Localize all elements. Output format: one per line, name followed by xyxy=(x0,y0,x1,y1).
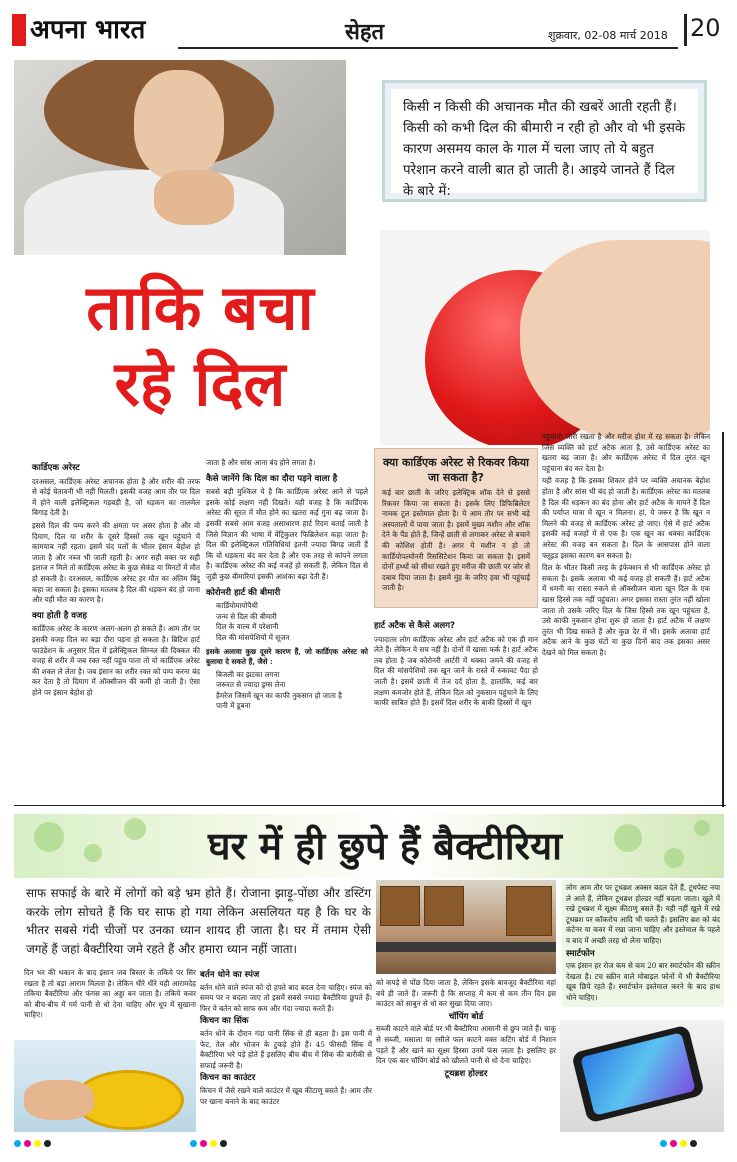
color-dot xyxy=(34,1140,41,1147)
list-item: दिल के वाल्व में परेशानी xyxy=(216,622,279,632)
paragraph: सबसे बड़ी मुश्किल ये है कि कार्डिएक अरेस्ट आने से पहले इसके कोई लक्षण नहीं दिखते। यही वजह है कि कार्डिएक अरेस्ट की सूरत में मौत होने का खतरा कई गुना बढ़ जाता है। इसकी सबसे आम वजह असाधारण हार्ट रिदम बताई जाती है जिसे विज्ञान की भाषा में वेंट्रिकुलर फिब्रिलेशन कहा जाता है। दिल की इलेक्ट्रिकल गतिविधियां इतनी ज्यादा बिगड़ जाती हैं कि वो धड़कना बंद कर देता है और एक तरह से कांपने लगता है। कार्डिएक अरेस्ट की कई वजहें हो सकती हैं, लेकिन दिल से जुड़ी कुछ बीमारियां इसकी आशंका बढ़ा देती हैं। xyxy=(206,487,368,581)
header-divider xyxy=(178,47,678,49)
paragraph: को कपड़े से पोंछ दिया जाता है, लेकिन इसके बावजूद बैक्टीरिया वहां बचे ही जाते हैं। जरूरी है कि सप्ताह में कम से कम तीन दिन इस काउंटर को साबुन से धो कर सुखा दिया जाए। xyxy=(376,978,556,1009)
article-column-1 xyxy=(32,458,200,700)
brand-logo: अपना भारत xyxy=(30,15,146,45)
subheading: बर्तन धोने का स्पंज xyxy=(200,970,260,980)
sidebar-text: कई बार छाती के जरिए इलेक्ट्रिक शॉक देने से इससे रिकवर किया जा सकता है। इसके लिए डिफिब्रिलेटर नामक टूल इस्तेमाल होता है। ये आम तौर पर सभी बड़े अस्पतालों में पाया जाता है। इसमें मुख्य मशीन और शॉक देने के पैंड होते हैं, जिन्हें छाती से लगाकर अरेस्ट से बचाने की कोशिश होती है। अगर ये मशीन न हो तो कार्डियोपल्मोनरी रिससिटेशन किया जा सकता है। इसमें दोनों हथ्थों को सीधा रखते हुए मरीज की छाती पर जोर से दबाव दिया जाता है। इसमें मुंह के जरिए हवा भी पहुंचाई जाती है। xyxy=(382,488,530,593)
bacteria-column-1 xyxy=(24,968,196,1021)
color-dot xyxy=(690,1140,697,1147)
list-item: जरूरत से ज्यादा ड्रग्स लेना xyxy=(216,680,286,690)
intro-text: किसी न किसी की अचानक मौत की खबरें आती रहती हैं। किसी को कभी दिल की बीमारी न रही हो और वो भी इसके कारण असमय काल के गाल में चला जाए तो ये बहुत परेशान करने वाली बात हो जाती है। आइये जानते हैं दिल के बारे में: xyxy=(391,89,698,193)
bacteria-headline: घर में ही छुपे हैं बैक्टीरिया xyxy=(208,824,562,868)
color-dot xyxy=(190,1140,197,1147)
hand-squeezing-heart-photo xyxy=(380,230,710,445)
article-column-2 xyxy=(206,458,368,712)
subheading: टूथब्रश होल्डर xyxy=(444,1068,488,1079)
color-dot xyxy=(210,1140,217,1147)
section-title: सेहत xyxy=(345,20,385,45)
color-dot xyxy=(200,1140,207,1147)
paragraph: किचन में जैसे रखने वाले काउंटर में खूब कीटाणु बसते हैं। आम तौर पर खाना बनाने के बाद काउंटर xyxy=(200,1085,372,1106)
color-dot xyxy=(14,1140,21,1147)
kitchen-photo xyxy=(376,880,556,974)
subheading: किचन का सिंक xyxy=(200,1016,249,1027)
paragraph: दिल के भीतर किसी तरह के इंफेक्शन से भी कार्डिएक अरेस्ट हो सकता है। इसके अलावा भी कई वजह हो सकती हैं। हार्ट अटैक में धमनी का रास्ता रुकने से ऑक्सीजन वाला खून दिल के एक खास हिस्से तक नहीं पहुंचता। अगर इसका रास्ता तुरंत नहीं खोला जाता तो उसके जरिए दिल के जिस हिस्से तक खून पहुंचता है, उसे काफी नुकसान होना शुरू हो जाता है। हार्ट अटैक में लक्षण तुरंत भी दिख सकते हैं और कुछ देर में भी। इसके अलावा हार्ट अटैक आने के कुछ घंटों या कुछ दिनों बाद तक इसका असर देखने को मिल सकता है। xyxy=(542,563,710,657)
list-item: बिजली का झटका लगना xyxy=(216,669,280,679)
color-dot xyxy=(680,1140,687,1147)
list-item: जन्म से दिल की बीमारी xyxy=(216,611,277,621)
color-dot xyxy=(220,1140,227,1147)
paragraph: पहुंचाना जारी रखता है और मरीज होश में रह सकता है। लेकिन जिस व्यक्ति को हार्ट अटैक आता है, उसे कार्डिएक अरेस्ट का खतरा बढ़ जाता है। और कार्डिएक अरेस्ट में दिल तुरंत खून पहुंचाना बंद कर देता है। xyxy=(542,432,710,473)
issue-date: शुक्रवार, 02-08 मार्च 2018 xyxy=(548,29,668,42)
recovery-sidebar xyxy=(374,448,538,608)
page-number: 20 xyxy=(690,14,721,42)
paragraph: बर्तन धोने के दौरान गंदा पानी सिंक से ही बहता है। इस पानी में फेट, तेल और भोजन के टुकड़े होते हैं। 45 फीसदी सिंक में बैक्टीरिया भरे पड़े होते हैं इसलिए बीच बीच में सिंक की बारीकी से सफाई जरूरी है। xyxy=(200,1028,372,1070)
subheading: कार्डिएक अरेस्ट xyxy=(32,463,80,473)
color-dot xyxy=(670,1140,677,1147)
brand-red-bar xyxy=(12,14,26,46)
color-dot xyxy=(660,1140,667,1147)
color-dot xyxy=(24,1140,31,1147)
footer-registration-dots-left xyxy=(14,1140,51,1148)
paragraph: कार्डिएक अरेस्ट के कारण अलग-अलग हो सकते हैं। आम तौर पर इसकी वजह दिल का बड़ा दौरा पड़ना हो सकता है। ब्रिटिश हार्ट फाउंडेशन के अनुसार दिल में इलेक्ट्रिकल सिग्नल की दिक्कत की वजह से शरीर में जब रक्त नहीं पहुंच पाता तो यो कार्डिएक अरेस्ट की शक्ल ले लेता है। जब इंसान का शरीर रक्त को पम्प करना बंद कर देता है तो दिमाग में ऑक्सीजन की कमी हो जाती है। ऐसा होने पर इंसान बेहोश हो xyxy=(32,624,200,697)
paragraph: इससे दिल की पम्प करने की क्षमता पर असर होता है और वो दिमाग, दिल या शरीर के दूसरे हिस्सों तक खून पहुंचाने में कामयाब नहीं रहता। इसमें चंद पलों के भीतर इंसान बेहोश हो जाता है और नब्ज भी जाती रहती है। अगर सही वक्त पर सही इलाज न मिले तो कार्डिएक अरेस्ट के कुछ सेकंड या मिनटों में मौत हो सकती है। दरअसल, कार्डिएक अरेस्ट हर मौत का अंतिम बिंदु कहा जा सकता है। इसका मतलब है दिल की धड़कन बंद हो जाना और यही मौत का कारण है। xyxy=(32,520,200,605)
article-column-4 xyxy=(542,432,710,660)
list-item: पानी में डूबना xyxy=(216,701,251,711)
bacteria-column-2 xyxy=(200,968,372,1107)
intro-box xyxy=(382,80,707,202)
list-item: हैमरेज जिसमें खून का काफी नुकसान हो जाता है xyxy=(216,690,342,700)
subheading: स्मार्टफोन xyxy=(566,948,595,959)
main-headline xyxy=(40,270,360,422)
paragraph: बर्तन धोने वाले स्पंज को दो हफ्ते बाद बदल देना चाहिए। स्पंज को समय पर न बदला जाए तो इसमें सबसे ज्यादा बैक्टीरिया छुपते हैं। फिर ये बर्तन को साफ कम और गंदा ज्यादा करते हैं। xyxy=(200,982,372,1013)
subheading: कोरोनरी हार्ट की बीमारी xyxy=(206,587,281,598)
paragraph: सब्जी काटने वाले बोर्ड पर भी बैक्टीरिया आसानी से छुप जाते हैं। चाकू से सब्जी, मसाला या रसीले फल काटने वक्त कटिंग बोर्ड में निशान पड़ते हैं और खाने का सूक्ष्म हिस्सा उनमें फंस जाता है। इसलिए हर दिन एक बार चॉपिंग बोर्ड को खौलते पानी से धो देना चाहिए। xyxy=(376,1024,556,1066)
headline-line-1: ताकि बचा xyxy=(86,271,314,344)
paragraph: ज्यादातर लोग कार्डिएक अरेस्ट और हार्ट अटैक को एक ही मान लेते हैं। लेकिन ये सच नहीं है। दोनों में खासा फर्क है। हार्ट अटैक तब होता है जब कोरोनरी आर्टरी में थक्का जमने की वजह से दिल की मांसपेशियों तक खून जाने के रास्ते में रुकावट पैदा हो जाती है। इसमें छाती में तेज दर्द होता है, हालांकि, कई बार लक्षण कमजोर होते हैं, लेकिन दिल को नुकसान पहुंचाने के लिए काफी साबित होते हैं। इसमें दिल शरीर के बाकी हिस्सों में खून xyxy=(374,634,538,708)
paragraph: दरअसल, कार्डिएक अरेस्ट अचानक होता है और शरीर की तरफ से कोई चेतावनी भी नहीं मिलती। इसकी वजह आम तौर पर दिल में होने वाली इलेक्ट्रिकल गड़बड़ी है, जो धड़कन का तालमेल बिगाड़ देती है। xyxy=(32,476,200,518)
subheading: क्या होती है वजह xyxy=(32,610,87,621)
subheading: कैसे जानेंगे कि दिल का दौरा पड़ने वाला है xyxy=(206,473,338,484)
paragraph: लोग आम तौर पर टूथब्रश अक्सर बदल देते हैं, टूथपेस्ट नया ले आते हैं, लेकिन टूथब्रश होल्डर नहीं बदला जाता। खुले में रखे टूथब्रश में सूक्ष्म कीटाणु बसते हैं। यही नहीं खुले में रखे टूथब्रश पर कॉकरोच आदि भी चलते हैं। इसलिए ब्रश को बंद कंटेनर या कवर में रखा जाना चाहिए और इस्तेमाल के पहले व बाद में अच्छी तरह धो लेना चाहिए। xyxy=(566,883,720,945)
page-header xyxy=(0,0,737,50)
headline-line-2: रहे दिल xyxy=(114,347,286,420)
page-number-divider xyxy=(684,14,687,46)
smartphone-photo xyxy=(560,1020,724,1132)
list-item: कार्डियोमायोपैथी xyxy=(216,601,258,611)
article-column-3 xyxy=(374,616,538,711)
subheading: किचन का काउंटर xyxy=(200,1073,256,1084)
paragraph: यही वजह है कि इसका शिकार होने पर व्यक्ति अचानक बेहोश होता है और सांस भी बंद हो जाती है। कार्डिएक अरेस्ट का मतलब है दिल की धड़कन का बंद होना और हार्ट अटैक के मायने हैं दिल की पर्याप्त मात्रा में खून न मिलना। हां, ये जरूर है कि खून न मिलने की वजह से कार्डिएक अरेस्ट हो जाए। ऐसे में हार्ट अटैक इसकी कई वजहों में से एक है। एक खून का थक्का कार्डिएक अरेस्ट की वजह बन सकता है। दिल के आसपास होने वाला फ्लूइड इसका कारण बन सकता है। xyxy=(542,476,710,560)
footer-registration-dots-right xyxy=(660,1140,697,1148)
bacteria-column-3 xyxy=(376,978,556,1081)
color-dot xyxy=(44,1140,51,1147)
paragraph: इसके अलावा कुछ दूसरे कारण हैं, जो कार्डिएक अरेस्ट को बुलावा दे सकते हैं, जैसे : xyxy=(206,646,368,667)
toothbrush-smartphone-column xyxy=(562,880,724,1007)
bacteria-intro: साफ सफाई के बारे में लोगों को बड़े भ्रम होते हैं। रोजाना झाड़ू-पोंछा और डस्टिंग करके लोग सोचते हैं कि घर साफ हो गया लेकिन असलियत यह है कि घर के भीतर सबसे गंदी चीजों पर उनका ध्यान शायद ही जाता है। घर में तमाम ऐसी जगहें हैं जहां बैक्टीरिया जमे रहते हैं और हमारा ध्यान नहीं जाता। xyxy=(26,886,371,956)
woman-chest-pain-photo xyxy=(14,60,346,255)
subheading: चॉपिंग बोर्ड xyxy=(448,1011,484,1022)
list-item: दिल की मांसपेशियों में सूजन xyxy=(216,632,290,642)
sidebar-title: क्या कार्डिएक अरेस्ट से रिकवर किया जा सकता है? xyxy=(383,456,529,484)
paragraph: जाता है और सांस आना बंद होने लगता है। xyxy=(206,458,316,467)
subheading: हार्ट अटैक से कैसे अलग? xyxy=(374,621,456,631)
footer-registration-dots-mid xyxy=(190,1140,227,1148)
article-bottom-rule xyxy=(14,805,726,806)
dish-washing-photo xyxy=(14,1040,196,1132)
paragraph: दिन भर की थकान के बाद इंसान जब बिस्तर के तकिये पर सिर रखता है तो बड़ा आराम मिलता है। लेकिन धीरे धीरे यही आरामदेह तकिया बैक्टीरिया और फंगस का अड्डा बन जाता है। तकिये कवर को बीच-बीच में गर्म पानी से धो देना चाहिए और धूप में सुखाना चाहिए। xyxy=(24,968,196,1020)
paragraph: एक इंसान हर रोज कम से कम 20 बार स्मार्टफोन की स्क्रीन देखता है। टच स्क्रीन वाले मोबाइल फोनों में भी बैक्टीरिया खूब छिपे रहते हैं। स्मार्टफोन इस्तेमाल करने के बाद हाथ धोने चाहिए। xyxy=(566,961,720,1002)
